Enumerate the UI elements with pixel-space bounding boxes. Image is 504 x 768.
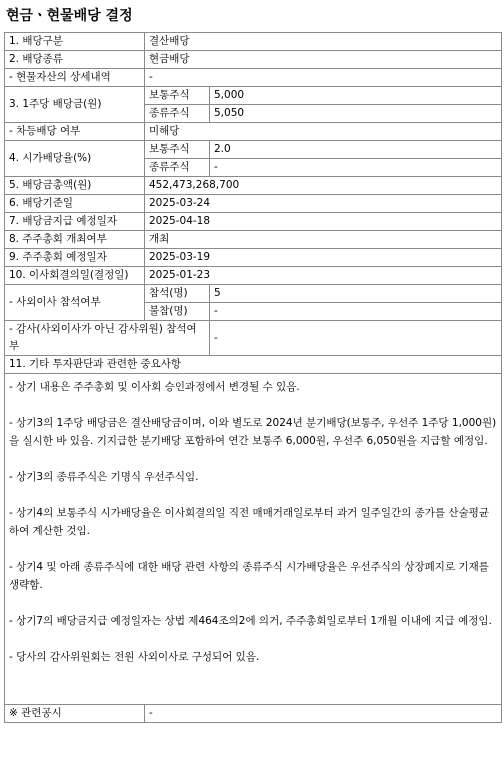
row-value: - <box>210 159 502 177</box>
row-value: - <box>210 303 502 321</box>
row-value: 2025-03-19 <box>145 249 502 267</box>
row-label: 8. 주주총회 개최여부 <box>5 231 145 249</box>
row-value: 미해당 <box>145 123 502 141</box>
row-label: ※ 관련공시 <box>5 705 145 723</box>
page-title: 현금ㆍ현물배당 결정 <box>6 8 133 24</box>
table-row <box>5 321 502 356</box>
row-value: 결산배당 <box>145 33 502 51</box>
row-value: 5,050 <box>210 105 502 123</box>
note-paragraph: - 상기4 및 아래 종류주식에 대한 배당 관련 사항의 종류주식 시가배당율은 우선주식의 상장폐지로 기재를 생략함. <box>9 561 489 591</box>
table-row <box>5 33 502 51</box>
table-row <box>5 177 502 195</box>
row-value: 5,000 <box>210 87 502 105</box>
table-row <box>5 267 502 285</box>
table-row <box>5 69 502 87</box>
sub-label: 참석(명) <box>145 285 210 303</box>
sub-label: 보통주식 <box>145 87 210 105</box>
row-value: 452,473,268,700 <box>145 177 502 195</box>
row-label: 4. 시가배당율(%) <box>5 141 145 177</box>
sub-label: 보통주식 <box>145 141 210 159</box>
note-paragraph: - 상기3의 종류주식은 기명식 우선주식임. <box>9 471 199 483</box>
row-value: 2025-01-23 <box>145 267 502 285</box>
table-row <box>5 705 502 723</box>
table-row <box>5 356 502 374</box>
sub-label: 불참(명) <box>145 303 210 321</box>
note-paragraph: - 당사의 감사위원회는 전원 사외이사로 구성되어 있음. <box>9 651 260 663</box>
row-label: - 차등배당 여부 <box>5 123 145 141</box>
row-value: 개최 <box>145 231 502 249</box>
note-paragraph: - 상기7의 배당금지급 예정일자는 상법 제464조의2에 의거, 주주총회일로부터 1개월 이내에 지급 예정임. <box>9 615 492 627</box>
table-row <box>5 231 502 249</box>
table-row <box>5 195 502 213</box>
sub-label: 종류주식 <box>145 159 210 177</box>
note-paragraph: - 상기3의 1주당 배당금은 결산배당금이며, 이와 별도로 2024년 분기배당(보통주, 우선주 1주당 1,000원)을 실시한 바 있음. 기지급한 분기배당 포함하여 연간 보통주 6,000원, 우선주 6,050원을 지급할 예정임. <box>9 417 497 447</box>
dividend-decision-table <box>4 32 502 723</box>
row-value: - <box>145 69 502 87</box>
notes-cell <box>5 374 502 705</box>
row-value: 현금배당 <box>145 51 502 69</box>
row-label: 2. 배당종류 <box>5 51 145 69</box>
table-row <box>5 374 502 705</box>
row-value: - <box>145 705 502 723</box>
row-label: 9. 주주총회 예정일자 <box>5 249 145 267</box>
sub-label: 종류주식 <box>145 105 210 123</box>
row-label: 6. 배당기준일 <box>5 195 145 213</box>
row-label: - 사외이사 참석여부 <box>5 285 145 321</box>
row-label: - 현물자산의 상세내역 <box>5 69 145 87</box>
table-row <box>5 249 502 267</box>
table-row <box>5 123 502 141</box>
row-label: - 감사(사외이사가 아닌 감사위원) 참석여부 <box>5 321 210 356</box>
row-value: 2.0 <box>210 141 502 159</box>
table-row <box>5 51 502 69</box>
note-paragraph: - 상기 내용은 주주총회 및 이사회 승인과정에서 변경될 수 있음. <box>9 381 300 393</box>
row-value: - <box>210 321 502 356</box>
table-row <box>5 285 502 303</box>
row-value: 5 <box>210 285 502 303</box>
row-label: 1. 배당구분 <box>5 33 145 51</box>
row-value: 2025-03-24 <box>145 195 502 213</box>
row-label: 11. 기타 투자판단과 관련한 중요사항 <box>5 356 502 374</box>
table-row <box>5 87 502 105</box>
row-label: 7. 배당금지급 예정일자 <box>5 213 145 231</box>
table-row <box>5 213 502 231</box>
note-paragraph: - 상기4의 보통주식 시가배당율은 이사회결의일 직전 매매거래일로부터 과거 일주일간의 종가를 산술평균하여 계산한 것임. <box>9 507 489 537</box>
row-label: 10. 이사회결의일(결정일) <box>5 267 145 285</box>
row-label: 5. 배당금총액(원) <box>5 177 145 195</box>
table-row <box>5 141 502 159</box>
row-label: 3. 1주당 배당금(원) <box>5 87 145 123</box>
row-value: 2025-04-18 <box>145 213 502 231</box>
